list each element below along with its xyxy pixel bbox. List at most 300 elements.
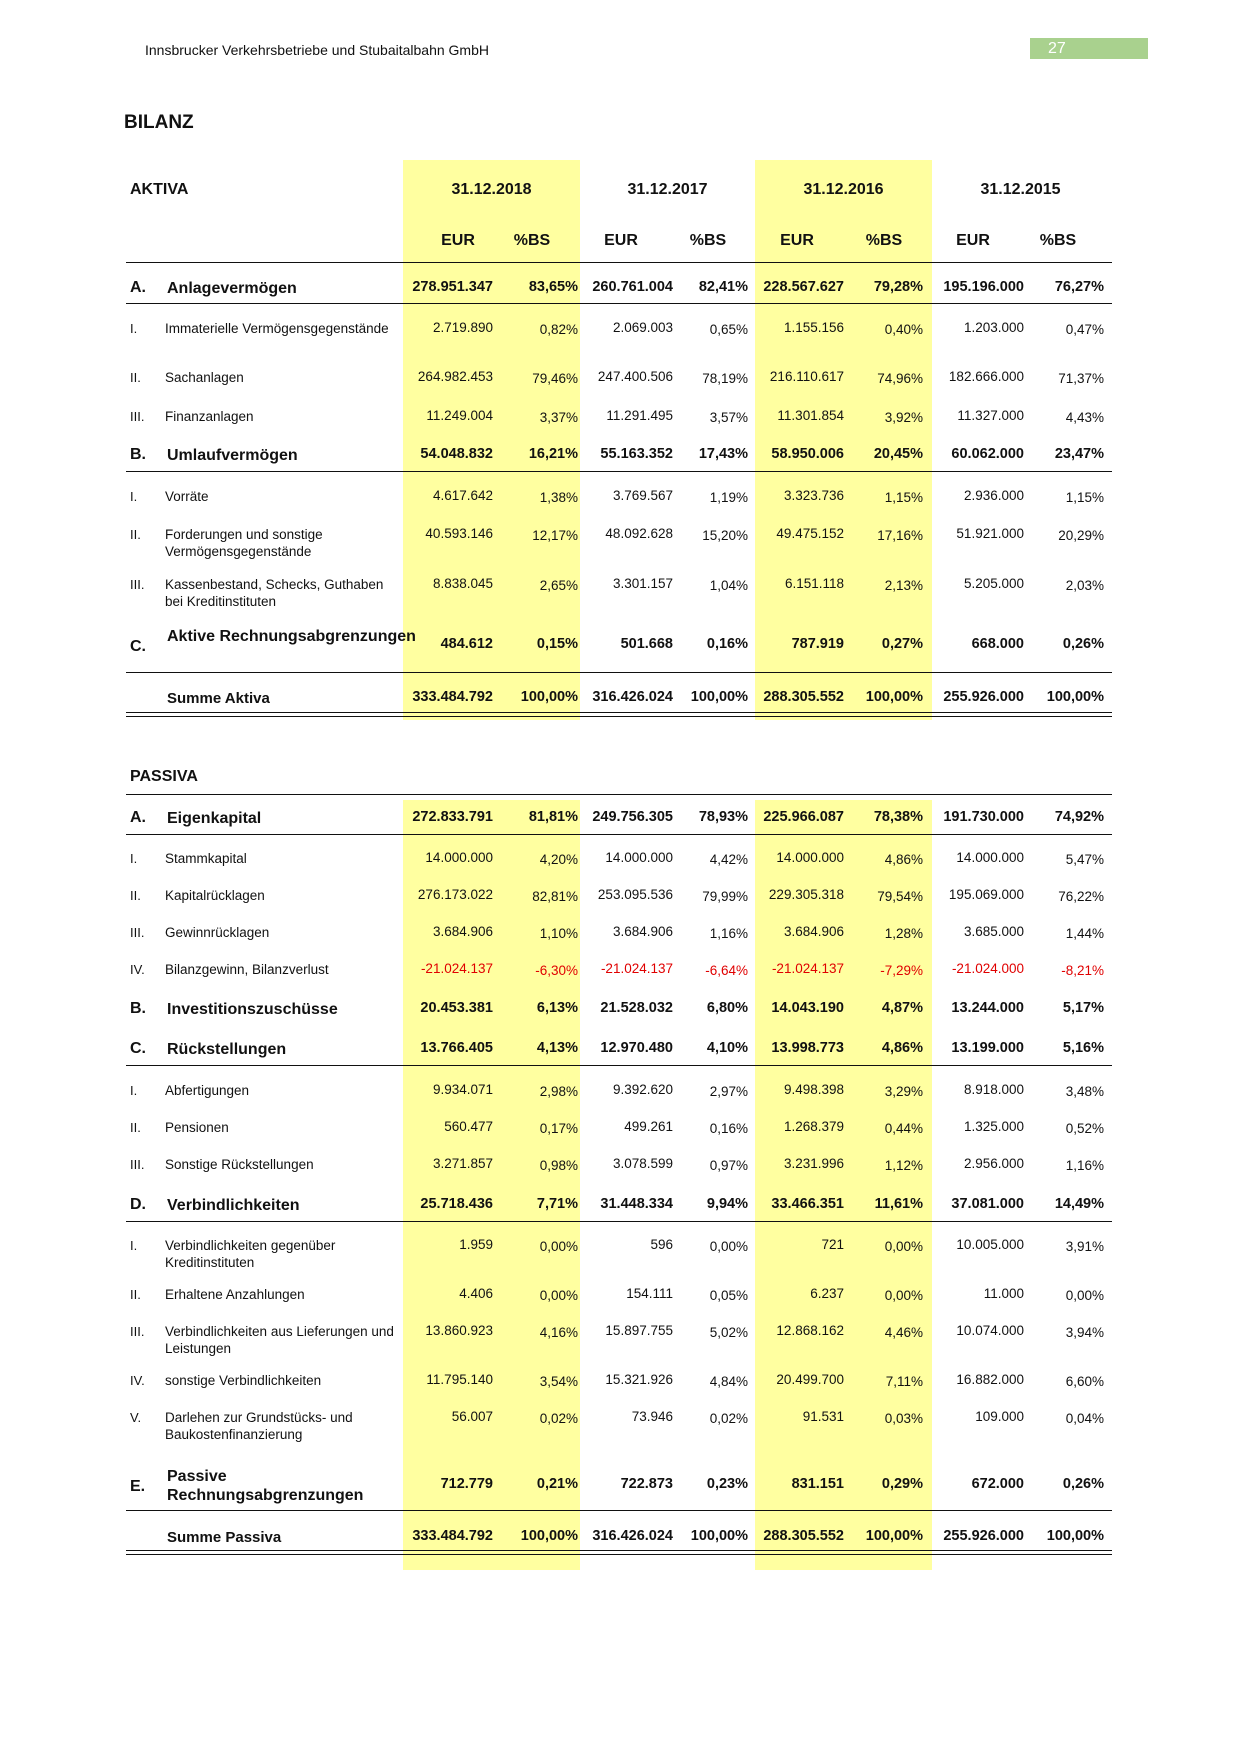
row-label: Eigenkapital xyxy=(167,810,262,827)
eur-value: 260.761.004 xyxy=(592,279,673,295)
eur-value: 13.766.405 xyxy=(420,1040,493,1056)
row-label: Rückstellungen xyxy=(167,1041,287,1058)
eur-value: 54.048.832 xyxy=(420,446,493,462)
rule xyxy=(126,794,1112,795)
percent-value: 78,38% xyxy=(873,809,923,825)
eur-value: 272.833.791 xyxy=(412,809,493,825)
percent-value: 0,02% xyxy=(539,1411,578,1426)
eur-header: EUR xyxy=(604,232,638,249)
date-header-2015: 31.12.2015 xyxy=(980,181,1061,198)
row-index: I. xyxy=(130,851,138,866)
percent-value: 0,98% xyxy=(539,1158,578,1173)
percent-value: 0,65% xyxy=(709,322,748,337)
eur-value: 288.305.552 xyxy=(763,689,844,705)
eur-value: 1.155.156 xyxy=(783,320,844,335)
percent-value: 4,46% xyxy=(884,1325,923,1340)
eur-value: 33.466.351 xyxy=(771,1196,844,1212)
eur-value: 11.291.495 xyxy=(606,408,673,423)
eur-value: 228.567.627 xyxy=(763,279,844,295)
table-row-anlagevermögen xyxy=(126,279,1112,297)
eur-value: 3.684.906 xyxy=(432,924,493,939)
percent-value: 1,15% xyxy=(1065,490,1104,505)
table-row-aktive-rechnungsabgrenzungen xyxy=(126,627,1112,655)
eur-value: 13.860.923 xyxy=(425,1323,493,1338)
percent-value: 71,37% xyxy=(1058,371,1104,386)
percent-value: 0,02% xyxy=(709,1411,748,1426)
eur-value: 831.151 xyxy=(791,1476,844,1492)
eur-value: 21.528.032 xyxy=(600,1000,673,1016)
percent-value: 0,82% xyxy=(539,322,578,337)
row-label: Summe Passiva xyxy=(167,1529,282,1546)
eur-value: 721 xyxy=(821,1237,844,1252)
row-label: Immaterielle Vermögensgegenstände xyxy=(165,321,389,336)
eur-value: 10.005.000 xyxy=(956,1237,1024,1252)
double-rule xyxy=(126,1550,1112,1555)
percent-value: 4,86% xyxy=(884,852,923,867)
percent-value: 0,16% xyxy=(706,636,748,652)
page-title: BILANZ xyxy=(124,112,194,133)
percent-value: 1,19% xyxy=(709,490,748,505)
row-index: II. xyxy=(130,888,141,903)
percent-value: 9,94% xyxy=(706,1196,748,1212)
rule xyxy=(126,262,1112,263)
eur-value: -21.024.000 xyxy=(951,961,1024,976)
percent-value: 0,00% xyxy=(539,1239,578,1254)
row-label: Stammkapital xyxy=(165,851,247,866)
eur-value: 264.982.453 xyxy=(417,369,493,384)
percent-value: 1,10% xyxy=(539,926,578,941)
eur-value: 333.484.792 xyxy=(412,1528,493,1544)
rule xyxy=(126,303,1112,304)
percent-value: 12,17% xyxy=(532,528,578,543)
eur-value: 10.074.000 xyxy=(956,1323,1024,1338)
eur-value: 276.173.022 xyxy=(417,887,493,902)
percent-value: -7,29% xyxy=(880,963,923,978)
bs-header: %BS xyxy=(1039,232,1077,249)
eur-value: 8.838.045 xyxy=(432,576,493,591)
row-index: II. xyxy=(130,1120,141,1135)
table-row-verbindlichkeiten-gegenüber-kreditinstituten xyxy=(126,1237,1112,1270)
percent-value: 4,87% xyxy=(881,1000,923,1016)
page-number: 27 xyxy=(1030,38,1148,59)
row-index: IV. xyxy=(130,1373,145,1388)
row-label: Finanzanlagen xyxy=(165,409,254,424)
table-row-kapitalrücklagen xyxy=(126,887,1112,904)
highlight-column-2018-passiva xyxy=(403,800,580,1570)
row-label: Erhaltene Anzahlungen xyxy=(165,1287,305,1302)
row-label: Kassenbestand, Schecks, Guthaben bei Kreditinstituten xyxy=(165,577,384,609)
eur-value: 11.249.004 xyxy=(426,408,493,423)
percent-value: 14,49% xyxy=(1054,1196,1104,1212)
row-index: A. xyxy=(130,279,146,296)
eur-value: 255.926.000 xyxy=(943,1528,1024,1544)
percent-value: 5,16% xyxy=(1062,1040,1104,1056)
row-index: C. xyxy=(130,1040,146,1057)
row-index: II. xyxy=(130,1287,141,1302)
table-row-vorräte xyxy=(126,488,1112,505)
percent-value: 0,97% xyxy=(709,1158,748,1173)
eur-value: 51.921.000 xyxy=(956,526,1024,541)
eur-value: 109.000 xyxy=(975,1409,1024,1424)
eur-value: 216.110.617 xyxy=(769,369,844,384)
rule xyxy=(126,672,1112,673)
table-row-rückstellungen xyxy=(126,1040,1112,1058)
eur-value: 12.970.480 xyxy=(600,1040,673,1056)
eur-value: 154.111 xyxy=(626,1286,673,1301)
row-label: sonstige Verbindlichkeiten xyxy=(165,1373,322,1388)
eur-value: 20.499.700 xyxy=(776,1372,844,1387)
percent-value: 0,26% xyxy=(1062,636,1104,652)
table-row-pensionen xyxy=(126,1119,1112,1136)
rule xyxy=(126,1065,1112,1066)
table-row-passive-rechnungsabgrenzungen xyxy=(126,1467,1112,1504)
eur-value: 672.000 xyxy=(971,1476,1024,1492)
percent-value: 0,52% xyxy=(1065,1121,1104,1136)
percent-value: 2,97% xyxy=(709,1084,748,1099)
percent-value: 100,00% xyxy=(1046,1528,1104,1544)
percent-value: 0,47% xyxy=(1065,322,1104,337)
percent-value: 0,16% xyxy=(709,1121,748,1136)
row-index: E. xyxy=(130,1478,146,1495)
eur-header: EUR xyxy=(956,232,990,249)
rule xyxy=(126,1221,1112,1222)
percent-value: -8,21% xyxy=(1061,963,1104,978)
percent-value: 0,29% xyxy=(881,1476,923,1492)
eur-value: 14.000.000 xyxy=(425,850,493,865)
eur-value: 1.325.000 xyxy=(963,1119,1024,1134)
percent-value: 2,98% xyxy=(539,1084,578,1099)
eur-value: 1.959 xyxy=(459,1237,493,1252)
percent-value: 11,61% xyxy=(874,1196,923,1212)
percent-value: 5,17% xyxy=(1062,1000,1104,1016)
percent-value: 20,45% xyxy=(873,446,923,462)
table-row-erhaltene-anzahlungen xyxy=(126,1286,1112,1303)
eur-value: 14.000.000 xyxy=(776,850,844,865)
table-row-stammkapital xyxy=(126,850,1112,867)
eur-value: 9.934.071 xyxy=(432,1082,493,1097)
percent-value: 0,15% xyxy=(536,636,578,652)
eur-value: 14.000.000 xyxy=(605,850,673,865)
percent-value: 4,84% xyxy=(709,1374,748,1389)
percent-value: 4,86% xyxy=(881,1040,923,1056)
percent-value: -6,30% xyxy=(535,963,578,978)
highlight-column-2016-passiva xyxy=(755,800,932,1570)
row-label: Aktive Rechnungsabgrenzungen xyxy=(167,628,416,645)
eur-value: 4.406 xyxy=(459,1286,493,1301)
percent-value: 0,26% xyxy=(1062,1476,1104,1492)
row-index: A. xyxy=(130,809,146,826)
percent-value: 3,48% xyxy=(1065,1084,1104,1099)
eur-value: 2.069.003 xyxy=(612,320,673,335)
eur-value: 722.873 xyxy=(620,1476,673,1492)
percent-value: 0,00% xyxy=(539,1288,578,1303)
percent-value: 1,44% xyxy=(1065,926,1104,941)
percent-value: 3,91% xyxy=(1065,1239,1104,1254)
percent-value: 1,12% xyxy=(884,1158,923,1173)
percent-value: 2,65% xyxy=(539,578,578,593)
eur-value: 253.095.536 xyxy=(597,887,673,902)
eur-value: 20.453.381 xyxy=(420,1000,493,1016)
table-row-forderungen-und-sonstige-vermögensgegenstände xyxy=(126,526,1112,559)
table-row-summe-aktiva xyxy=(126,689,1112,707)
eur-header: EUR xyxy=(780,232,814,249)
eur-value: 11.000 xyxy=(983,1286,1024,1301)
eur-value: 11.301.854 xyxy=(777,408,844,423)
row-index: B. xyxy=(130,446,146,463)
eur-value: 16.882.000 xyxy=(956,1372,1024,1387)
eur-value: 48.092.628 xyxy=(605,526,673,541)
eur-value: 288.305.552 xyxy=(763,1528,844,1544)
percent-value: 4,10% xyxy=(706,1040,748,1056)
percent-value: 1,04% xyxy=(709,578,748,593)
eur-value: 560.477 xyxy=(444,1119,493,1134)
eur-value: 255.926.000 xyxy=(943,689,1024,705)
percent-value: 3,92% xyxy=(884,410,923,425)
table-row-eigenkapital xyxy=(126,809,1112,827)
row-index: II. xyxy=(130,527,141,542)
table-row-umlaufvermögen xyxy=(126,446,1112,464)
percent-value: 4,20% xyxy=(539,852,578,867)
table-row-sachanlagen xyxy=(126,369,1112,386)
table-row-summe-passiva xyxy=(126,1528,1112,1546)
eur-value: -21.024.137 xyxy=(600,961,673,976)
row-index: III. xyxy=(130,1324,145,1339)
row-label: Verbindlichkeiten gegenüber Kreditinstituten xyxy=(165,1238,336,1270)
eur-value: 91.531 xyxy=(802,1409,844,1424)
rule xyxy=(126,834,1112,835)
eur-value: 25.718.436 xyxy=(420,1196,493,1212)
percent-value: 4,42% xyxy=(709,852,748,867)
percent-value: 3,54% xyxy=(539,1374,578,1389)
percent-value: 0,44% xyxy=(884,1121,923,1136)
percent-value: 4,43% xyxy=(1065,410,1104,425)
row-label: Abfertigungen xyxy=(165,1083,250,1098)
percent-value: 0,00% xyxy=(884,1239,923,1254)
eur-header: EUR xyxy=(441,232,475,249)
percent-value: 82,81% xyxy=(532,889,578,904)
percent-value: 0,00% xyxy=(884,1288,923,1303)
eur-value: 3.271.857 xyxy=(432,1156,493,1171)
eur-value: 58.950.006 xyxy=(771,446,844,462)
eur-value: 15.897.755 xyxy=(605,1323,673,1338)
eur-value: 14.043.190 xyxy=(771,1000,844,1016)
eur-value: 229.305.318 xyxy=(768,887,844,902)
row-label: Bilanzgewinn, Bilanzverlust xyxy=(165,962,329,977)
eur-value: 15.321.926 xyxy=(605,1372,673,1387)
eur-value: 6.237 xyxy=(810,1286,844,1301)
eur-value: 3.301.157 xyxy=(612,576,673,591)
row-label: Gewinnrücklagen xyxy=(165,925,270,940)
percent-value: 83,65% xyxy=(528,279,578,295)
eur-value: 333.484.792 xyxy=(412,689,493,705)
eur-value: 37.081.000 xyxy=(951,1196,1024,1212)
eur-value: 316.426.024 xyxy=(592,689,673,705)
percent-value: 1,15% xyxy=(884,490,923,505)
row-index: III. xyxy=(130,577,145,592)
row-index: III. xyxy=(130,925,145,940)
row-index: D. xyxy=(130,1196,146,1213)
percent-value: 100,00% xyxy=(690,689,748,705)
percent-value: 78,19% xyxy=(702,371,748,386)
eur-value: 2.956.000 xyxy=(963,1156,1024,1171)
percent-value: 6,60% xyxy=(1065,1374,1104,1389)
percent-value: 0,21% xyxy=(536,1476,578,1492)
percent-value: 1,16% xyxy=(709,926,748,941)
percent-value: 74,96% xyxy=(877,371,923,386)
eur-value: 60.062.000 xyxy=(951,446,1024,462)
percent-value: 79,28% xyxy=(873,279,923,295)
eur-value: 6.151.118 xyxy=(784,576,844,591)
eur-value: 12.868.162 xyxy=(776,1323,844,1338)
row-label: Darlehen zur Grundstücks- und Baukostenfinanzierung xyxy=(165,1410,353,1442)
row-label: Umlaufvermögen xyxy=(167,447,298,464)
bs-header: %BS xyxy=(865,232,903,249)
eur-value: 49.475.152 xyxy=(776,526,844,541)
row-label: Summe Aktiva xyxy=(167,690,270,707)
eur-value: 195.196.000 xyxy=(943,279,1024,295)
percent-value: 0,00% xyxy=(1065,1288,1104,1303)
bs-header: %BS xyxy=(689,232,727,249)
table-row-finanzanlagen xyxy=(126,408,1112,425)
row-label: Vorräte xyxy=(165,489,209,504)
percent-value: 3,29% xyxy=(884,1084,923,1099)
row-label: Kapitalrücklagen xyxy=(165,888,265,903)
company-name: Innsbrucker Verkehrsbetriebe und Stubaitalbahn GmbH xyxy=(145,42,489,58)
percent-value: 3,94% xyxy=(1065,1325,1104,1340)
eur-value: 225.966.087 xyxy=(763,809,844,825)
aktiva-heading: AKTIVA xyxy=(130,181,189,198)
row-index: I. xyxy=(130,1083,138,1098)
percent-value: 0,27% xyxy=(881,636,923,652)
percent-value: 79,99% xyxy=(702,889,748,904)
percent-value: 3,37% xyxy=(539,410,578,425)
table-row-abfertigungen xyxy=(126,1082,1112,1099)
table-row-gewinnrücklagen xyxy=(126,924,1112,941)
eur-value: 13.199.000 xyxy=(951,1040,1024,1056)
eur-value: 499.261 xyxy=(624,1119,673,1134)
eur-value: 11.327.000 xyxy=(957,408,1024,423)
bs-header: %BS xyxy=(513,232,551,249)
eur-value: 1.203.000 xyxy=(963,320,1024,335)
row-index: I. xyxy=(130,321,138,336)
percent-value: 2,13% xyxy=(884,578,923,593)
percent-value: 17,16% xyxy=(877,528,923,543)
percent-value: 100,00% xyxy=(865,689,923,705)
row-index: II. xyxy=(130,370,141,385)
percent-value: 78,93% xyxy=(698,809,748,825)
percent-value: 3,57% xyxy=(709,410,748,425)
eur-value: 11.795.140 xyxy=(426,1372,493,1387)
eur-value: 4.617.642 xyxy=(432,488,493,503)
row-label: Verbindlichkeiten aus Lieferungen und Leistungen xyxy=(165,1324,394,1356)
row-index: I. xyxy=(130,489,138,504)
eur-value: 9.498.398 xyxy=(783,1082,844,1097)
row-label: Verbindlichkeiten xyxy=(167,1197,300,1214)
eur-value: 5.205.000 xyxy=(963,576,1024,591)
eur-value: 596 xyxy=(650,1237,673,1252)
passiva-heading: PASSIVA xyxy=(130,768,198,785)
percent-value: 23,47% xyxy=(1054,446,1104,462)
eur-value: 1.268.379 xyxy=(783,1119,844,1134)
eur-value: 14.000.000 xyxy=(956,850,1024,865)
percent-value: 76,22% xyxy=(1058,889,1104,904)
row-label: Sachanlagen xyxy=(165,370,244,385)
percent-value: 100,00% xyxy=(865,1528,923,1544)
percent-value: 5,47% xyxy=(1065,852,1104,867)
eur-value: 3.078.599 xyxy=(612,1156,673,1171)
rule xyxy=(126,1510,1112,1511)
table-row-verbindlichkeiten xyxy=(126,1196,1112,1214)
eur-value: 3.231.996 xyxy=(783,1156,844,1171)
table-row-immaterielle-vermögensgegenstände xyxy=(126,320,1112,337)
row-label: Anlagevermögen xyxy=(167,280,297,297)
eur-value: 40.593.146 xyxy=(425,526,493,541)
percent-value: 100,00% xyxy=(690,1528,748,1544)
percent-value: 74,92% xyxy=(1054,809,1104,825)
table-row-sonstige-verbindlichkeiten xyxy=(126,1372,1112,1389)
percent-value: 0,23% xyxy=(706,1476,748,1492)
row-label: Investitionszuschüsse xyxy=(167,1001,338,1018)
table-row-sonstige-rückstellungen xyxy=(126,1156,1112,1173)
table-row-verbindlichkeiten-aus-lieferungen-und-leistungen xyxy=(126,1323,1112,1356)
percent-value: 6,80% xyxy=(706,1000,748,1016)
eur-value: 13.998.773 xyxy=(771,1040,844,1056)
eur-value: 191.730.000 xyxy=(943,809,1024,825)
eur-value: 3.323.736 xyxy=(783,488,844,503)
eur-value: 668.000 xyxy=(971,636,1024,652)
row-label: Passive Rechnungsabgrenzungen xyxy=(167,1468,364,1504)
percent-value: 82,41% xyxy=(698,279,748,295)
percent-value: 0,00% xyxy=(709,1239,748,1254)
eur-value: 787.919 xyxy=(791,636,844,652)
eur-value: 247.400.506 xyxy=(597,369,673,384)
eur-value: 3.769.567 xyxy=(612,488,673,503)
row-index: I. xyxy=(130,1238,138,1253)
percent-value: 7,71% xyxy=(536,1196,578,1212)
table-row-bilanzgewinn-bilanzverlust xyxy=(126,961,1112,978)
eur-value: 13.244.000 xyxy=(951,1000,1024,1016)
percent-value: -6,64% xyxy=(705,963,748,978)
eur-value: 31.448.334 xyxy=(600,1196,673,1212)
percent-value: 17,43% xyxy=(698,446,748,462)
percent-value: 79,54% xyxy=(877,889,923,904)
row-label: Forderungen und sonstige Vermögensgegenstände xyxy=(165,527,323,559)
percent-value: 1,38% xyxy=(539,490,578,505)
eur-value: 182.666.000 xyxy=(948,369,1024,384)
eur-value: 278.951.347 xyxy=(412,279,493,295)
percent-value: 1,28% xyxy=(884,926,923,941)
eur-value: 3.685.000 xyxy=(963,924,1024,939)
eur-value: 3.684.906 xyxy=(783,924,844,939)
date-header-2016: 31.12.2016 xyxy=(803,181,884,198)
row-index: III. xyxy=(130,1157,145,1172)
percent-value: 76,27% xyxy=(1054,279,1104,295)
percent-value: 16,21% xyxy=(528,446,578,462)
eur-value: 249.756.305 xyxy=(592,809,673,825)
row-index: IV. xyxy=(130,962,145,977)
percent-value: 0,40% xyxy=(884,322,923,337)
double-rule xyxy=(126,712,1112,717)
table-row-kassenbestand-schecks-guthaben-bei-kreditinstituten xyxy=(126,576,1112,609)
percent-value: 1,16% xyxy=(1065,1158,1104,1173)
row-label: Pensionen xyxy=(165,1120,229,1135)
percent-value: 2,03% xyxy=(1065,578,1104,593)
row-index: C. xyxy=(130,638,146,655)
table-row-investitionszuschüsse xyxy=(126,1000,1112,1018)
eur-value: -21.024.137 xyxy=(771,961,844,976)
percent-value: 4,13% xyxy=(536,1040,578,1056)
eur-value: 2.719.890 xyxy=(432,320,493,335)
